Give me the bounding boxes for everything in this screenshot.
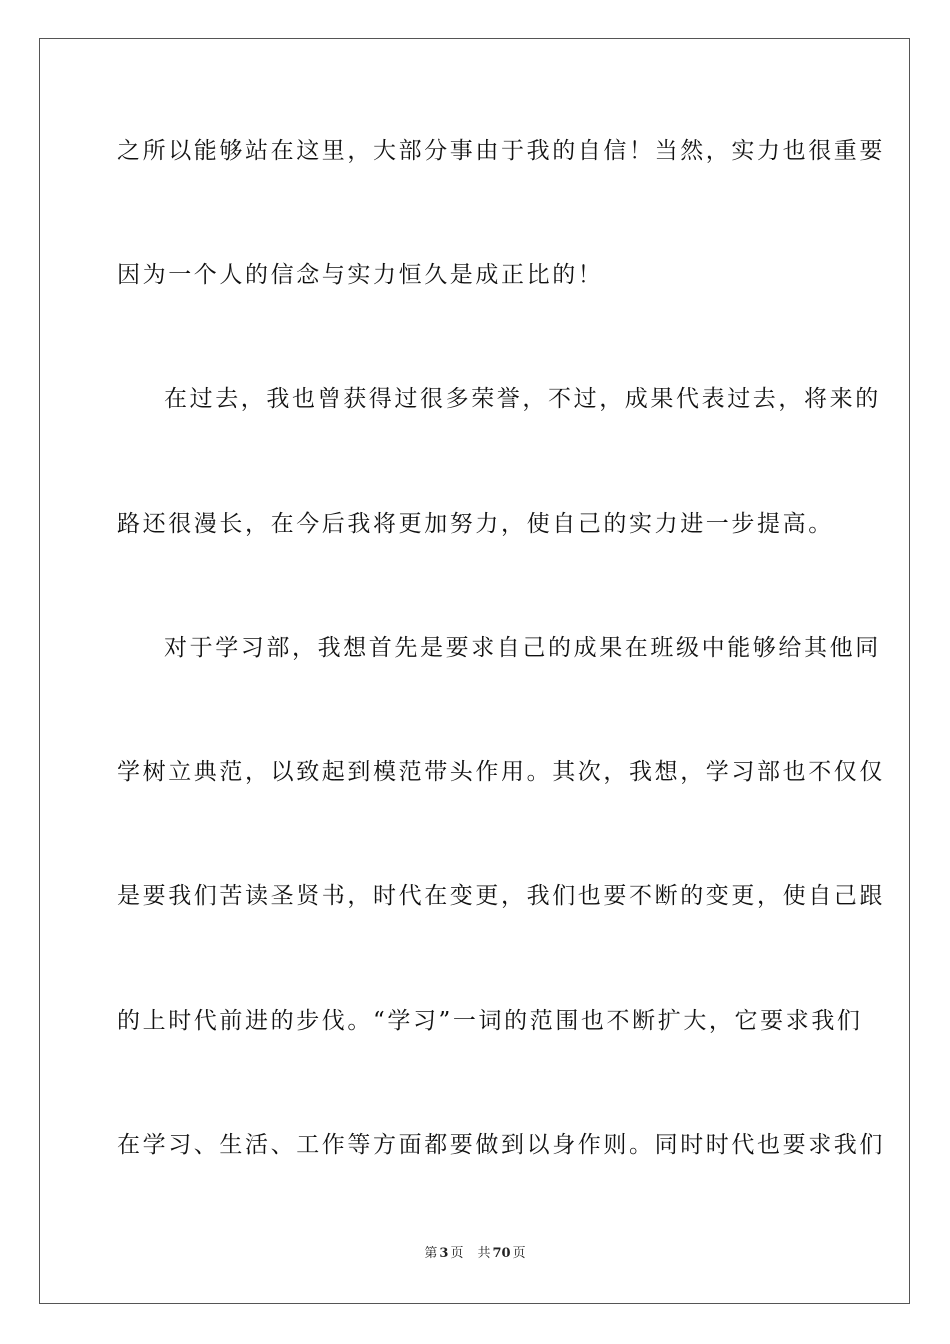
page-prefix: 第 — [424, 1246, 438, 1261]
page-border — [39, 38, 910, 1304]
text-line-8: 的上时代前进的步伐。“学习”一词的范围也不断扩大，它要求我们 — [117, 1008, 863, 1034]
text-line-1: 之所以能够站在这里，大部分事由于我的自信！当然，实力也很重要 — [117, 138, 885, 164]
page-footer — [0, 1245, 950, 1263]
text-line-3: 在过去，我也曾获得过很多荣誉，不过，成果代表过去，将来的 — [164, 386, 881, 412]
text-line-5: 对于学习部，我想首先是要求自己的成果在班级中能够给其他同 — [164, 635, 881, 661]
total-pages: 70 — [492, 1246, 511, 1261]
text-line-7: 是要我们苦读圣贤书，时代在变更，我们也要不断的变更，使自己跟 — [117, 883, 885, 909]
text-line-2: 因为一个人的信念与实力恒久是成正比的！ — [117, 262, 604, 288]
total-prefix: 共 — [477, 1246, 491, 1261]
page-suffix: 页 — [450, 1246, 464, 1261]
text-line-9: 在学习、生活、工作等方面都要做到以身作则。同时时代也要求我们 — [117, 1132, 885, 1158]
total-suffix: 页 — [512, 1246, 526, 1261]
text-line-6: 学树立典范，以致起到模范带头作用。其次，我想，学习部也不仅仅 — [117, 759, 885, 785]
text-line-4: 路还很漫长，在今后我将更加努力，使自己的实力进一步提高。 — [117, 511, 834, 537]
page-number: 3 — [439, 1246, 449, 1261]
